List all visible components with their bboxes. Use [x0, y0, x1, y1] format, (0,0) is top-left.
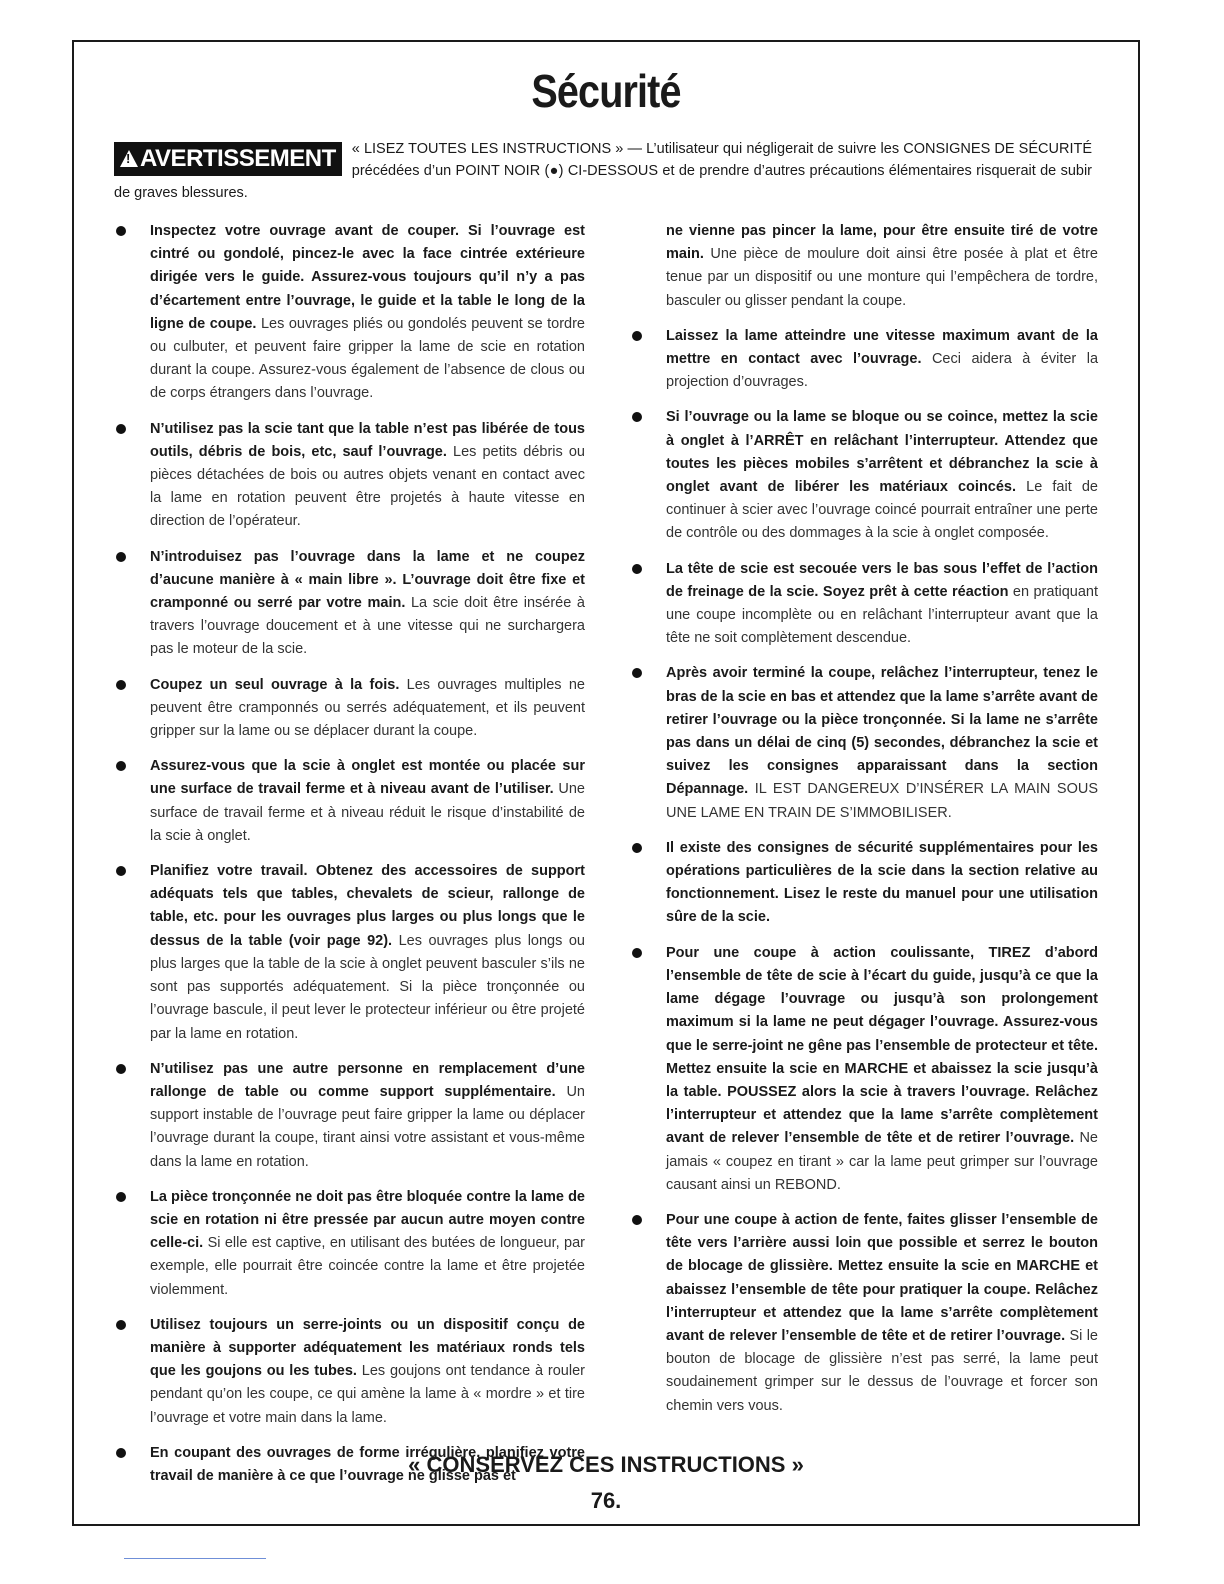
list-item — [112, 674, 585, 744]
warning-text: « LISEZ TOUTES LES INSTRUCTIONS » — L’utilisateur qui négligerait de suivre les CONSIGNES DE SÉCURITÉ précédées d’un POINT NOIR (●) CI-DESSOUS et de prendre d’autres précautions élémentaires risquerait de subir de graves blessures. — [114, 141, 1092, 201]
item-text: Ne jamais « coupez en tirant » car la lame peut grimper sur l’ouvrage causant ainsi un REBOND. — [666, 1130, 1098, 1193]
item-bold: Assurez-vous que la scie à onglet est montée ou placée sur une surface de travail ferme et à niveau avant de l’utiliser. — [150, 758, 585, 798]
list-item — [112, 1058, 585, 1174]
list-item — [112, 860, 585, 1046]
page-frame — [72, 40, 1140, 1526]
list-item — [112, 546, 585, 662]
item-bold: Après avoir terminé la coupe, relâchez l’interrupteur, tenez le bras de la scie en bas et attendez que la lame s’arrête avant de retirer l’ouvrage ou la pièce tronçonnée. Si la lame ne s’arrête pas dans un délai de cinq (5) secondes, débranchez la scie et suivez les consignes apparaissant dans la section Dépannage. — [666, 665, 1098, 798]
bullet-icon — [116, 1320, 126, 1330]
warning-badge-label: AVERTISSEMENT — [140, 145, 336, 172]
warning-block — [114, 138, 1092, 204]
bullet-icon — [632, 331, 642, 341]
item-bold: Utilisez toujours un serre-joints ou un dispositif conçu de manière à supporter adéquatement les matériaux ronds tels que les goujons ou les tubes. — [150, 1316, 585, 1380]
bullet-icon — [116, 424, 126, 434]
bullet-icon — [116, 552, 126, 562]
list-item — [112, 418, 585, 534]
bullet-icon — [632, 412, 642, 422]
item-text: Ceci aidera à éviter la projection d’ouvrages. — [666, 351, 1099, 391]
item-bold: N’introduisez pas l’ouvrage dans la lame et ne coupez d’aucune manière à « main libre ». L’ouvrage doit être fixe et cramponné ou serré par votre main. — [150, 548, 585, 612]
item-text: en pratiquant une coupe incomplète ou en relâchant l’interrupteur avant que la tête ne soit complètement descendue. — [666, 583, 1098, 647]
item-bold: Inspectez votre ouvrage avant de couper. Si l’ouvrage est cintré ou gondolé, pincez-le avec la face cintrée extérieure dirigée vers le guide. Assurez-vous toujours qu’il n’y a pas d’écartement entre l’ouvrage, le guide et la table le long de la ligne de coupe. — [150, 223, 585, 332]
warning-badge — [114, 142, 342, 176]
item-bold: Pour une coupe à action coulissante, TIREZ d’abord l’ensemble de tête de scie à l’écart du guide, jusqu’à ce que la lame dégage l’ouvrage ou jusqu’à son prolongement maximum si la lame ne peut dégager l’ouvrage. Assurez-vous que le serre-joint ne gêne pas l’ensemble de protecteur et tête. Mettez ensuite la scie en MARCHE et abaissez la scie jusqu’à la table. POUSSEZ alors la scie à travers l’ouvrage. Relâchez l’interrupteur et attendez que la lame s’arrête complètement avant de relever l’ensemble de tête et de retirer l’ouvrage. — [666, 944, 1098, 1147]
item-text: Si le bouton de blocage de glissière n’est pas serré, la lame peut soudainement grimper sur le dessus de l’ouvrage et forcer son chemin vers vous. — [666, 1327, 1098, 1414]
item-text: IL EST DANGEREUX D’INSÉRER LA MAIN SOUS UNE LAME EN TRAIN DE S’IMMOBILISER. — [666, 781, 1098, 821]
list-item — [628, 1209, 1098, 1418]
item-text: Si elle est captive, en utilisant des butées de longueur, par exemple, elle pourrait être coincée contre la lame et être projetée violemment. — [150, 1235, 585, 1298]
footer-note: « CONSERVEZ CES INSTRUCTIONS » — [408, 1452, 804, 1477]
item-bold: En coupant des ouvrages de forme irrégulière, planifiez votre travail de manière à ce que l’ouvrage ne glisse pas et — [150, 1444, 585, 1484]
item-bold: Laissez la lame atteindre une vitesse maximum avant de la mettre en contact avec l’ouvrage. — [666, 327, 1098, 368]
bullet-icon — [116, 680, 126, 690]
item-bold: Si l’ouvrage ou la lame se bloque ou se coince, mettez la scie à onglet à l’ARRÊT en relâchant l’interrupteur. Attendez que toutes les pièces mobiles s’arrêtent et débranchez la scie à onglet avant de libérer les matériaux coincés. — [666, 409, 1098, 496]
bullet-icon — [116, 1192, 126, 1202]
item-bold: Pour une coupe à action de fente, faites glisser l’ensemble de tête vers l’arrière aussi loin que possible et serrez le bouton de blocage de glissière. Mettez ensuite la scie en MARCHE et abaissez l’ensemble de tête pour pratiquer la coupe. Relâchez l’interrupteur et attendez que la lame s’arrête complètement avant de relever l’ensemble de tête et de retirer l’ouvrage. — [666, 1211, 1098, 1344]
item-text: Les ouvrages plus longs ou plus larges que la table de la scie à onglet peuvent basculer s’ils ne sont pas supportés adéquatement. Si la pièce tronçonnée ou l’ouvrage bascule, il peut lever le protecteur inférieur ou être projeté par la lame en rotation. — [150, 932, 585, 1042]
link-underline — [124, 1558, 266, 1559]
list-item-continuation — [628, 220, 1098, 313]
item-bold: La tête de scie est secouée vers le bas sous l’effet de l’action de freinage de la scie. Soyez prêt à cette réaction — [666, 560, 1098, 600]
item-bold: La pièce tronçonnée ne doit pas être bloquée contre la lame de scie en rotation ni être pressée par aucun autre moyen contre celle-ci. — [150, 1188, 585, 1252]
list-item — [628, 662, 1098, 824]
bullet-icon — [116, 1064, 126, 1074]
list-item — [112, 755, 585, 848]
bullet-icon — [116, 226, 126, 236]
page-number: 76. — [590, 1488, 622, 1513]
bullet-icon — [632, 564, 642, 574]
bullet-icon — [632, 1215, 642, 1225]
list-item — [628, 837, 1098, 930]
item-bold: Planifiez votre travail. Obtenez des accessoires de support adéquats tels que tables, chevalets de scieur, rallonge de table, etc. pour les ouvrages plus larges ou plus longs que le dessus de la table (voir page 92). — [150, 863, 585, 949]
item-bold: Il existe des consignes de sécurité supplémentaires pour les opérations particulières de la scie dans la section relative au fonctionnement. Lisez le reste du manuel pour une utilisation sûre de la scie. — [666, 839, 1098, 926]
item-text: Un support instable de l’ouvrage peut faire gripper la lame ou déplacer l’ouvrage durant la coupe, tirant ainsi votre assistant et vous-même dans la lame en rotation. — [150, 1083, 585, 1170]
item-text: Une surface de travail ferme et à niveau réduit le risque d’instabilité de la scie à onglet. — [150, 781, 585, 844]
item-text: Les goujons ont tendance à rouler pendant qu’on les coupe, ce qui amène la lame à « mordre » et tire l’ouvrage et votre main dans la lame. — [150, 1363, 585, 1426]
list-item — [628, 406, 1098, 545]
item-text: Une pièce de moulure doit ainsi être posée à plat et être tenue par un dispositif ou une monture qui l’empêchera de tordre, basculer ou glisser pendant la coupe. — [666, 246, 1098, 309]
item-bold: N’utilisez pas la scie tant que la table n’est pas libérée de tous outils, débris de bois, etc, sauf l’ouvrage. — [150, 420, 585, 460]
bullet-icon — [632, 843, 642, 853]
page-title: Sécurité — [531, 65, 681, 117]
item-bold: N’utilisez pas une autre personne en remplacement d’une rallonge de table ou comme support supplémentaire. — [150, 1060, 585, 1100]
bullet-icon — [632, 948, 642, 958]
warning-triangle-icon — [120, 150, 138, 167]
list-item — [112, 220, 585, 406]
bullet-icon — [632, 668, 642, 678]
list-item — [628, 558, 1098, 651]
right-column — [628, 220, 1098, 1430]
item-bold: Coupez un seul ouvrage à la fois. — [150, 676, 400, 693]
item-text: La scie doit être insérée à travers l’ouvrage doucement et à une vitesse qui ne surchargera pas le moteur de la scie. — [150, 595, 585, 658]
list-item — [628, 942, 1098, 1197]
bullet-icon — [116, 761, 126, 771]
item-text: Les ouvrages multiples ne peuvent être cramponnés ou serrés adéquatement, et ils peuvent gripper sur la lame ou se déplacer durant la coupe. — [150, 676, 585, 740]
left-column — [112, 220, 585, 1500]
list-item — [628, 325, 1098, 395]
list-item — [112, 1314, 585, 1430]
item-text: Les ouvrages pliés ou gondolés peuvent se tordre ou culbuter, et peuvent faire gripper la lame de scie en rotation durant la coupe. Assurez-vous également de l’absence de clous ou de corps étrangers dans l’ouvrage. — [150, 315, 585, 402]
item-text: Le fait de continuer à scier avec l’ouvrage coincé pourrait entraîner une perte de contrôle ou des dommages à la scie à onglet composée. — [666, 479, 1098, 542]
item-bold: ne vienne pas pincer la lame, pour être ensuite tiré de votre main. — [666, 223, 1098, 263]
bullet-icon — [116, 866, 126, 876]
item-text: Les petits débris ou pièces détachées de bois ou autres objets venant en contact avec la lame en rotation peuvent être projetés à haute vitesse en direction de l’opérateur. — [150, 443, 585, 530]
list-item — [112, 1186, 585, 1302]
